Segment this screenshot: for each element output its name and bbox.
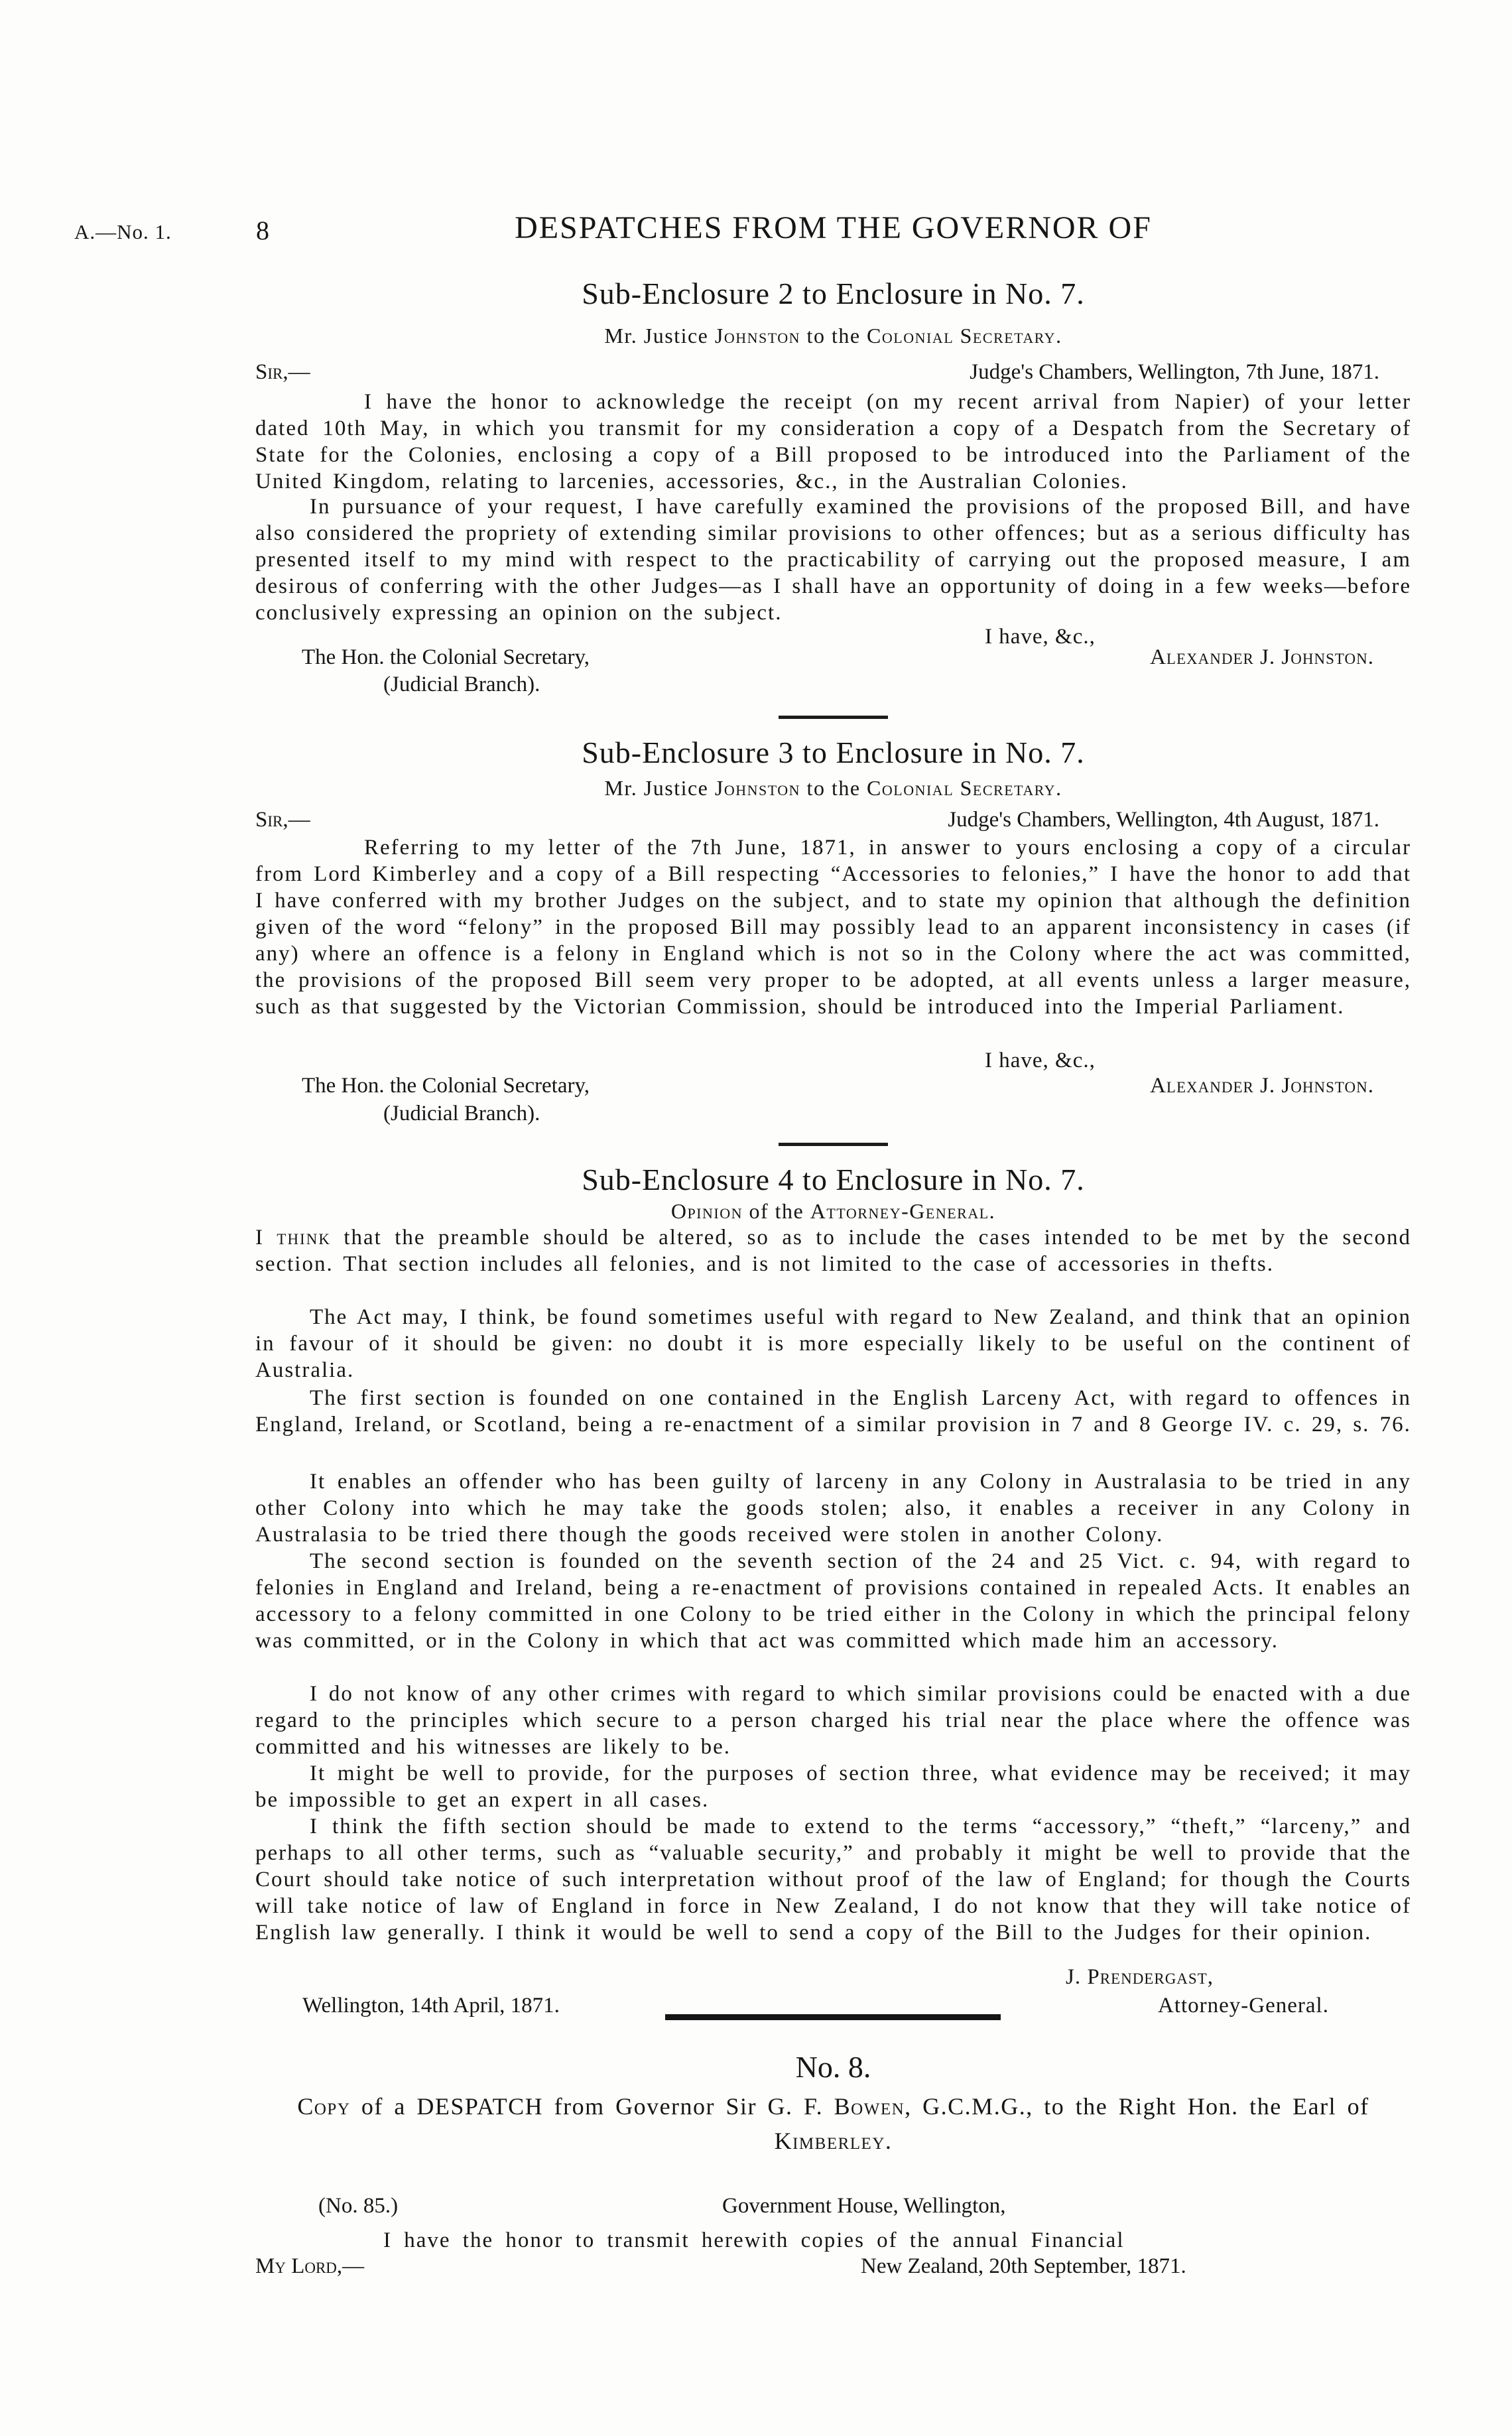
salutation: My Lord,— — [255, 2254, 365, 2278]
opinion-paragraph: I do not know of any other crimes with regard to which similar provisions could be enacted with a due regard to the principles which secure to a person charged his trial near the place where the offence was committed and his witnesses are likely to be. — [255, 1682, 1411, 1759]
signature: Alexander J. Johnston. — [1150, 645, 1374, 669]
parties-text: . — [1056, 776, 1062, 800]
opinion-label: Opinion — [670, 1199, 743, 1223]
despatch-reference-row — [255, 2194, 1411, 2223]
place-line: Government House, Wellington, — [722, 2194, 1006, 2218]
date-line: New Zealand, 20th September, 1871. — [861, 2254, 1186, 2278]
opinion-paragraph: The Act may, I think, be found sometimes useful with regard to New Zealand, and think that an opinion in favour of it should be given: no doubt it is more especially likely to be useful on the continent of Australia. — [255, 1305, 1411, 1382]
subheading-text: . — [989, 1199, 996, 1223]
parties-text: to the — [800, 776, 867, 800]
earl-name: Kimberley — [774, 2128, 885, 2154]
sub-enclosure-2-parties — [255, 324, 1411, 348]
valediction: I have, &c., — [985, 1049, 1096, 1072]
paragraph-text: that the preamble should be altered, so as to include the cases intended to be met by the second section. That section includes all felonies, and is not limited to the case of accessories in thefts. — [255, 1226, 1412, 1276]
page-content — [255, 0, 1411, 2436]
opinion-paragraph: I think the fifth section should be made to extend to the terms “accessory,” “theft,” “larceny,” and perhaps to all other terms, such as “valuable security,” and probably it might be well to provide that the Court should take notice of such interpretation without proof of the law of England; for though the Courts will take notice of law of England in force in New Zealand, I do not know that they will take notice of English law generally. I think it would be well to send a copy of the Bill to the Judges for their opinion. — [255, 1815, 1411, 1945]
dateline: Judge's Chambers, Wellington, 7th June, 1871. — [970, 360, 1379, 384]
opinion-subheading — [255, 1199, 1411, 1224]
parties-text: . — [1056, 324, 1062, 348]
despatch-divider — [665, 2014, 1001, 2020]
dateline: Judge's Chambers, Wellington, 4th August, 1871. — [948, 808, 1379, 832]
valediction: I have, &c., — [985, 625, 1096, 649]
signature-title: Attorney-General. — [1158, 1994, 1329, 2018]
despatch-number-heading: No. 8. — [795, 2050, 871, 2084]
heading-text: of a DESPATCH from Governor Sir G. F. — [350, 2093, 834, 2120]
addressee-branch: (Judicial Branch). — [383, 673, 540, 696]
opinion-paragraph — [255, 1224, 1411, 1277]
opinion-paragraph: The second section is founded on the seventh section of the 24 and 25 Vict. c. 94, with regard to felonies in England and Ireland, being a re-enactment of provisions contained in repealed Acts. It enables an accessory to a felony committed in one Colony to be tried either in the Colony in which the principal felony was committed, or in the Colony in which that act was committed which made him an accessory. — [255, 1549, 1411, 1653]
sender-name: Johnston — [714, 324, 801, 348]
section-divider — [779, 1143, 888, 1146]
opinion-paragraph: The first section is founded on one contained in the English Larceny Act, with regard to offences in England, Ireland, or Scotland, being a re-enactment of a similar provision in 7 and 8 George IV. c. 29, s. 76. — [255, 1386, 1411, 1437]
recipient-name: Colonial Secretary — [867, 324, 1056, 348]
paragraph-lead: I think — [255, 1226, 331, 1250]
heading-text: . — [885, 2128, 893, 2154]
sub-enclosure-3-signature-row — [255, 1074, 1411, 1098]
reference-number: (No. 85.) — [318, 2194, 399, 2218]
sub-enclosure-3-heading: Sub-Enclosure 3 to Enclosure in No. 7. — [582, 736, 1085, 769]
sub-enclosure-2-signature-row — [255, 645, 1411, 670]
governor-name: Bowen — [834, 2093, 905, 2120]
place-date: Wellington, 14th April, 1871. — [302, 1994, 560, 2018]
opinion-paragraph: It might be well to provide, for the purposes of section three, what evidence may be received; it may be impossible to get an expert in all cases. — [255, 1762, 1411, 1812]
sub-enclosure-2-salutation-row — [255, 360, 1411, 385]
despatch-heading — [255, 2089, 1411, 2158]
parties-text: to the — [800, 324, 867, 348]
letter-paragraph: Referring to my letter of the 7th June, 1871, in answer to yours enclosing a copy of a circular from Lord Kimberley and a copy of a Bill respecting “Accessories to felonies,” I have the honor to add that I have conferred with my brother Judges on the subject, and to state my opinion that although the definition given of the word “felony” in the proposed Bill may possibly lead to an apparent inconsistency in cases (if any) where an offence is a felony in England which is not so in the Colony where the act was committed, the provisions of the proposed Bill seem very proper to be adopted, at all events unless a larger measure, such as that suggested by the Victorian Commission, should be introduced into the Imperial Parliament. — [255, 836, 1411, 1019]
letter-paragraph: In pursuance of your request, I have carefully examined the provisions of the proposed Bill, and have also considered the propriety of extending similar provisions to other offences; but as a serious difficulty has presented itself to my mind with respect to the practicability of carrying out the proposed measure, I am desirous of conferring with the other Judges—as I shall have an opportunity of doing in a few weeks—before conclusively expressing an opinion on the subject. — [255, 495, 1411, 625]
subheading-text: of the — [743, 1199, 810, 1223]
salutation: Sir,— — [255, 808, 310, 832]
section-divider — [779, 716, 888, 719]
sub-enclosure-3-salutation-row — [255, 808, 1411, 832]
running-title: DESPATCHES FROM THE GOVERNOR OF — [515, 210, 1152, 245]
copy-label: Copy — [297, 2093, 351, 2120]
sub-enclosure-3-parties — [255, 776, 1411, 801]
recipient-name: Colonial Secretary — [867, 776, 1056, 800]
sender-name: Johnston — [714, 776, 801, 800]
signature: Alexander J. Johnston. — [1150, 1074, 1374, 1098]
heading-text: , G.C.M.G., to the Right Hon. the Earl of — [905, 2093, 1369, 2120]
sub-enclosure-2-heading: Sub-Enclosure 2 to Enclosure in No. 7. — [582, 277, 1085, 310]
addressee-branch: (Judicial Branch). — [383, 1102, 540, 1125]
parties-text: Mr. Justice — [604, 776, 715, 800]
letter-paragraph: I have the honor to acknowledge the receipt (on my recent arrival from Napier) of your letter dated 10th May, in which you transmit for my consideration a copy of a Despatch from the Secretary of State for the Colonies, enclosing a copy of a Bill proposed to be introduced into the Parliament of the United Kingdom, relating to larcenies, accessories, &c., in the Australian Colonies. — [255, 390, 1411, 493]
despatch-salutation-row — [255, 2254, 1411, 2283]
salutation: Sir,— — [255, 360, 310, 384]
parties-text: Mr. Justice — [604, 324, 715, 348]
despatch-opening-line: I have the honor to transmit herewith copies of the annual Financial — [383, 2228, 1125, 2252]
opinion-paragraph: It enables an offender who has been guilty of larceny in any Colony in Australasia to be tried in any other Colony into which he may take the goods stolen; also, it enables a receiver in any Colony in Australasia to be tried there though the goods received were stolen in another Colony. — [255, 1470, 1411, 1547]
sub-enclosure-4-heading: Sub-Enclosure 4 to Enclosure in No. 7. — [582, 1163, 1085, 1196]
attorney-general-label: Attorney-General — [810, 1199, 989, 1223]
page-number: 8 — [256, 216, 269, 245]
addressee: The Hon. the Colonial Secretary, — [302, 1074, 590, 1098]
addressee: The Hon. the Colonial Secretary, — [302, 645, 590, 669]
attorney-general-signature: J. Prendergast, — [1066, 1965, 1214, 1989]
series-label: A.—No. 1. — [74, 220, 172, 243]
